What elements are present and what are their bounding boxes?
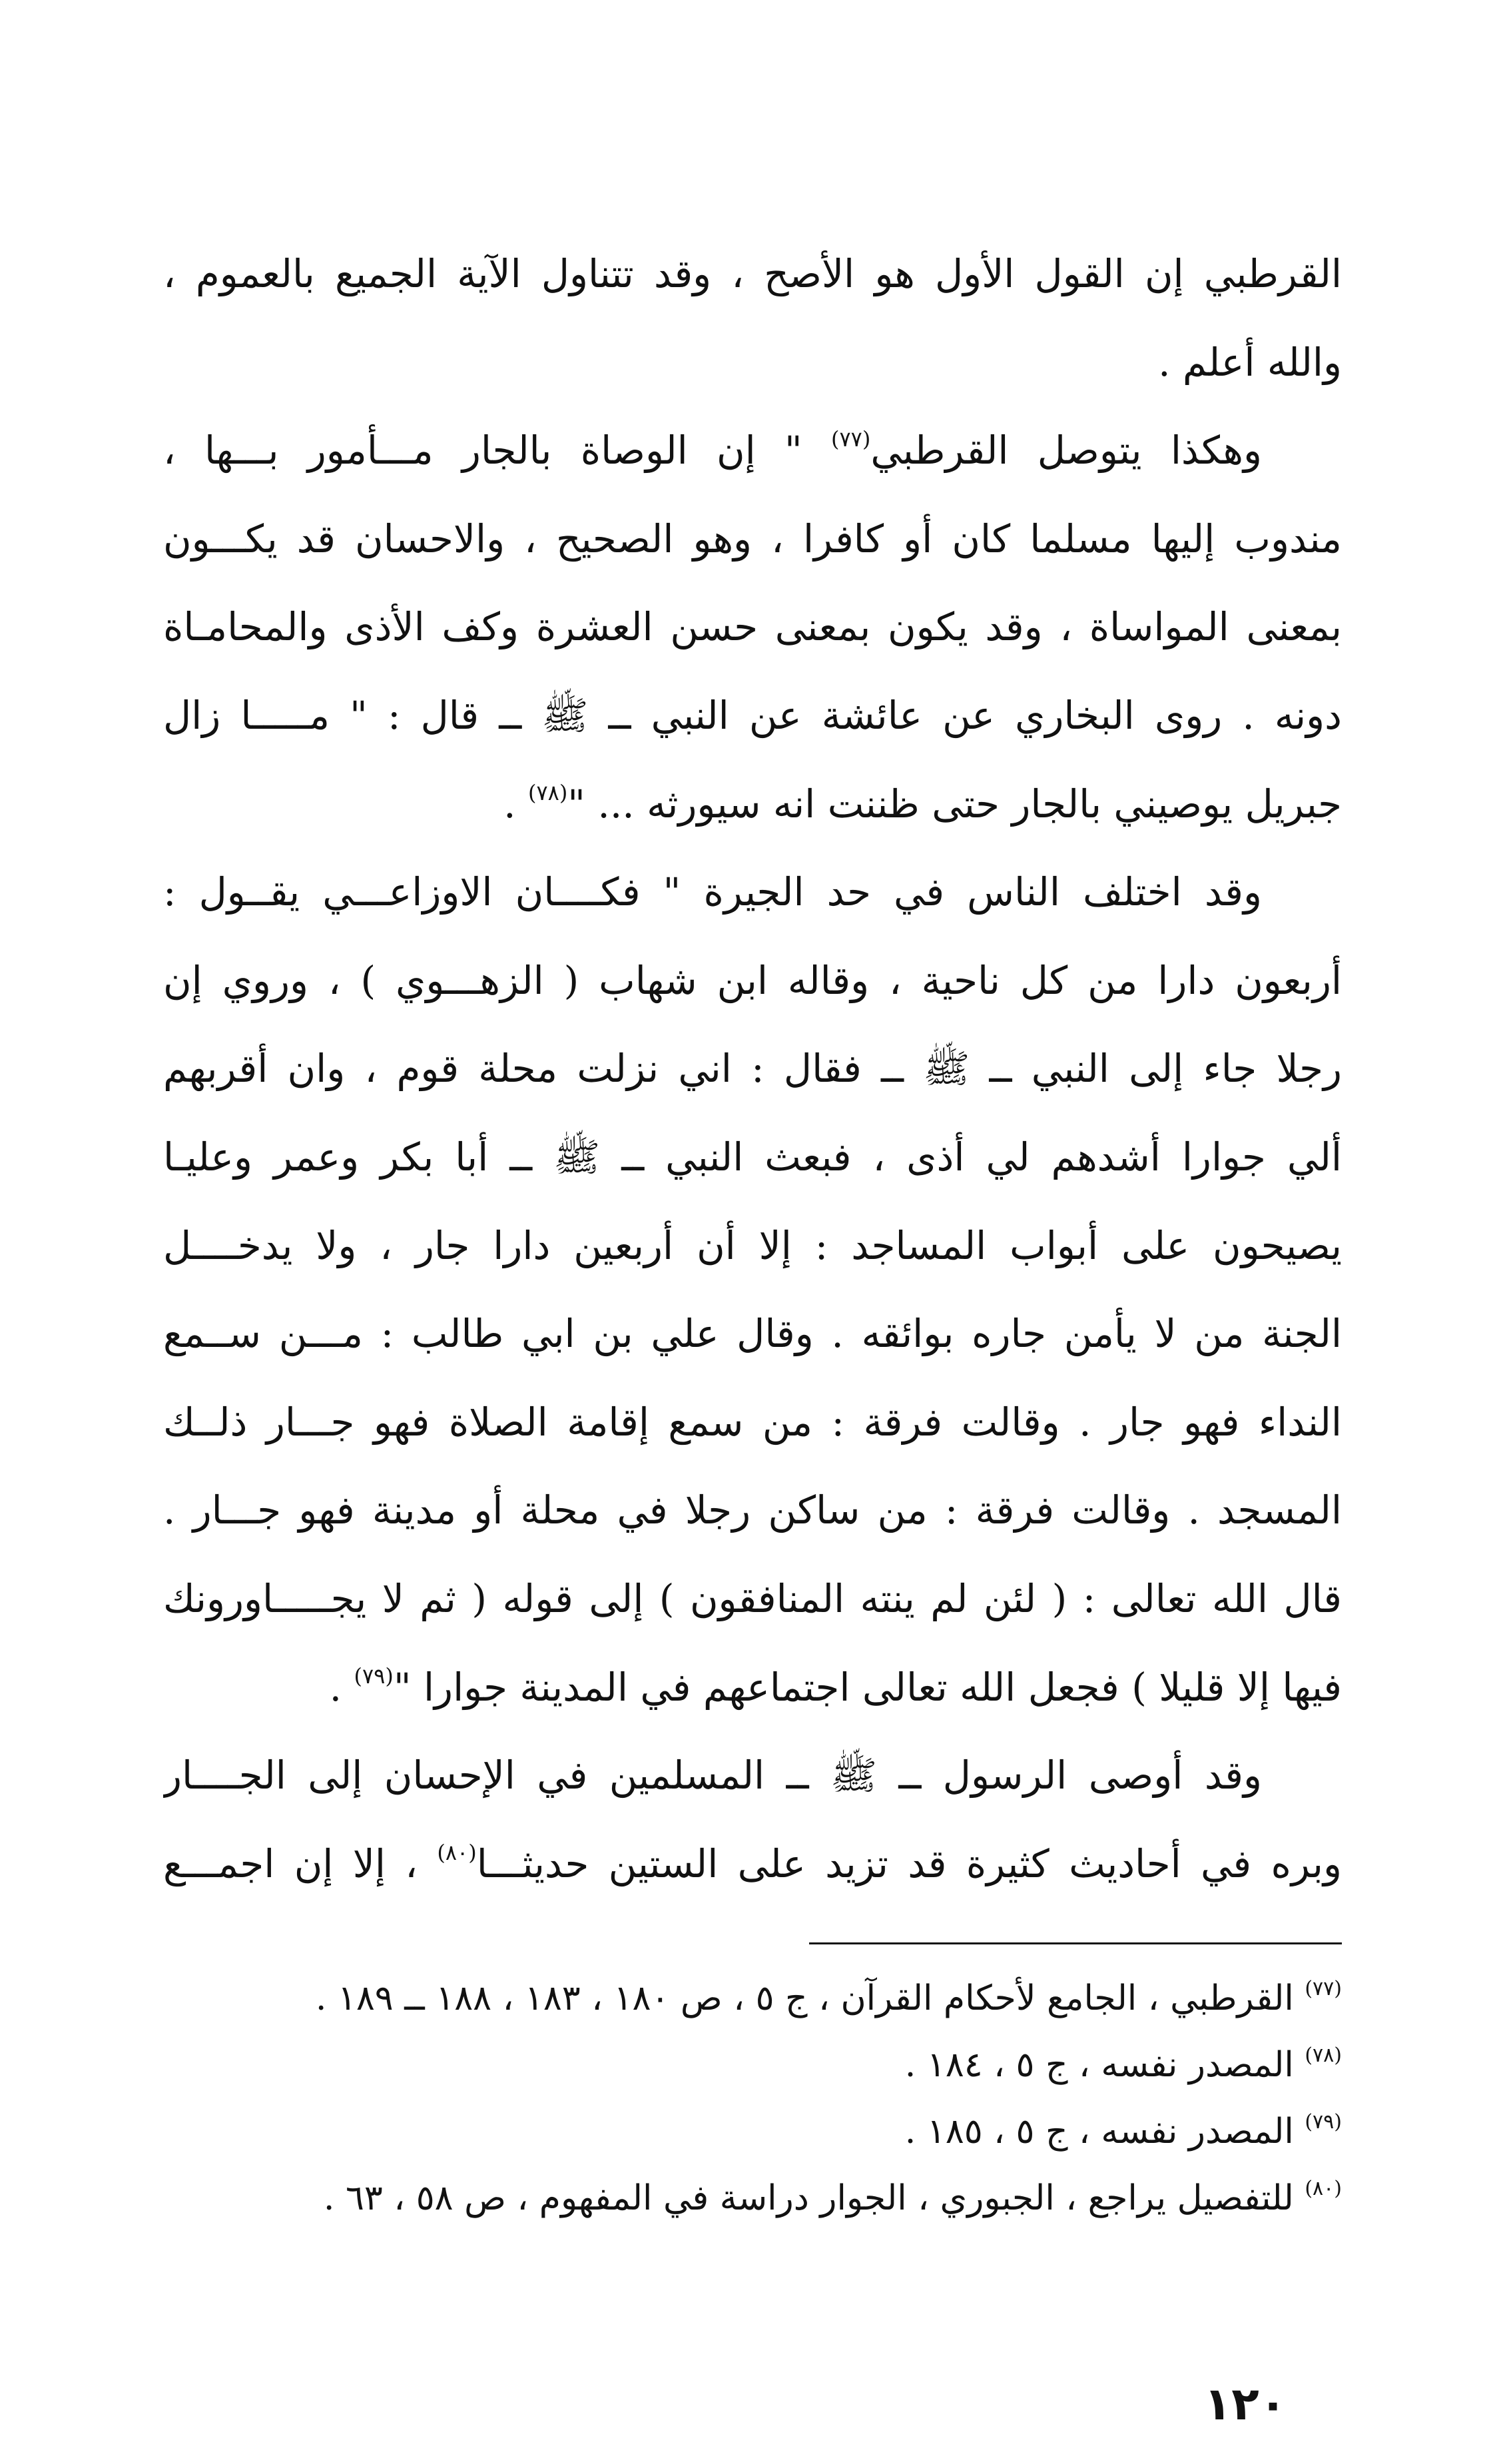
footnote-number: (٧٩)	[1305, 2110, 1342, 2134]
text-line: النداء فهو جار . وقالت فرقة : من سمع إقامة الصلاة فهو جـــار ذلــك	[163, 1399, 1342, 1445]
footnote-number: (٧٧)	[1305, 1977, 1342, 2000]
text-line: وهكذا يتوصل القرطبي$^{(٧٧)}$ " إن الوصاة بالجار مـــأمور بـــها ،	[163, 426, 1262, 474]
footnote: $^{(٨٠)}$ للتفصيل يراجع ، الجبوري ، الجوار دراسة في المفهوم ، ص ٥٨ ، ٦٣ .	[323, 2177, 1342, 2218]
text-line: ألي جوارا أشدهم لي أذى ، فبعث النبي ــ ﷺ ــ أبا بكر وعمر وعليـا	[163, 1134, 1342, 1180]
text-line: يصيحون على أبواب المساجد : إلا أن أربعين دارا جار ، ولا يدخــــل	[163, 1222, 1342, 1268]
text-line: القرطبي إن القول الأول هو الأصح ، وقد تتناول الآية الجميع بالعموم ،	[163, 251, 1342, 296]
text-line: قال الله تعالى : ( لئن لم ينته المنافقون ) إلى قوله ( ثم لا يجـــــاورونك	[163, 1575, 1342, 1621]
text-line: والله أعلم .	[1158, 339, 1342, 385]
page-number: ١٢٠	[1203, 2378, 1287, 2431]
text-line: بمعنى المواساة ، وقد يكون بمعنى حسن العشرة وكف الأذى والمحامـاة	[163, 604, 1342, 650]
text-line: فيها إلا قليلا ) فجعل الله تعالى اجتماعهم في المدينة جوارا "$^{(٧٩)}$ .	[329, 1663, 1342, 1710]
text-line: وقد أوصى الرسول ــ ﷺ ــ المسلمين في الإحسان إلى الجــــار	[163, 1753, 1262, 1799]
text-line: دونه . روى البخاري عن عائشة عن النبي ــ ﷺ ــ قال : " مـــــا زال	[163, 692, 1342, 738]
text-line: مندوب إليها مسلما كان أو كافرا ، وهو الصحيح ، والاحسان قد يكـــون	[163, 516, 1342, 562]
text-line: الجنة من لا يأمن جاره بوائقه . وقال علي بن ابي طالب : مـــن ســمع	[163, 1311, 1342, 1357]
text-line: وقد اختلف الناس في حد الجيرة " فكــــان الاوزاعـــي يقــول :	[163, 869, 1262, 915]
footnote-ref: (٧٧)	[831, 426, 871, 452]
footnote: $^{(٧٧)}$ القرطبي ، الجامع لأحكام القرآن ، ج ٥ ، ص ١٨٠ ، ١٨٣ ، ١٨٨ ــ ١٨٩ .	[315, 1977, 1342, 2018]
footnote: $^{(٧٨)}$ المصدر نفسه ، ج ٥ ، ١٨٤ .	[904, 2044, 1342, 2085]
text-line: جبريل يوصيني بالجار حتى ظننت انه سيورثه ... "$^{(٧٨)}$ .	[503, 779, 1342, 827]
text-line: وبره في أحاديث كثيرة قد تزيد على الستين حديثـــا$^{(٨٠)}$ ، إلا إن اجمـــع	[163, 1839, 1342, 1886]
footnote-separator	[809, 1942, 1342, 1944]
footnote: $^{(٧٩)}$ المصدر نفسه ، ج ٥ ، ١٨٥ .	[904, 2110, 1342, 2152]
footnote-ref: (٧٩)	[354, 1663, 394, 1689]
footnote-ref: (٨٠)	[437, 1839, 477, 1865]
text-line: المسجد . وقالت فرقة : من ساكن رجلا في محلة أو مدينة فهو جـــار .	[163, 1487, 1342, 1533]
text-line: رجلا جاء إلى النبي ــ ﷺ ــ فقال : اني نزلت محلة قوم ، وان أقربهم	[163, 1046, 1342, 1092]
footnotes	[163, 1965, 1342, 2232]
footnote-number: (٨٠)	[1305, 2177, 1342, 2200]
text-line: أربعون دارا من كل ناحية ، وقاله ابن شهاب ( الزهـــوي ) ، وروي إن	[163, 957, 1342, 1003]
footnote-ref: (٧٨)	[527, 779, 568, 805]
body-text	[163, 230, 1342, 1908]
footnote-number: (٧٨)	[1305, 2044, 1342, 2067]
